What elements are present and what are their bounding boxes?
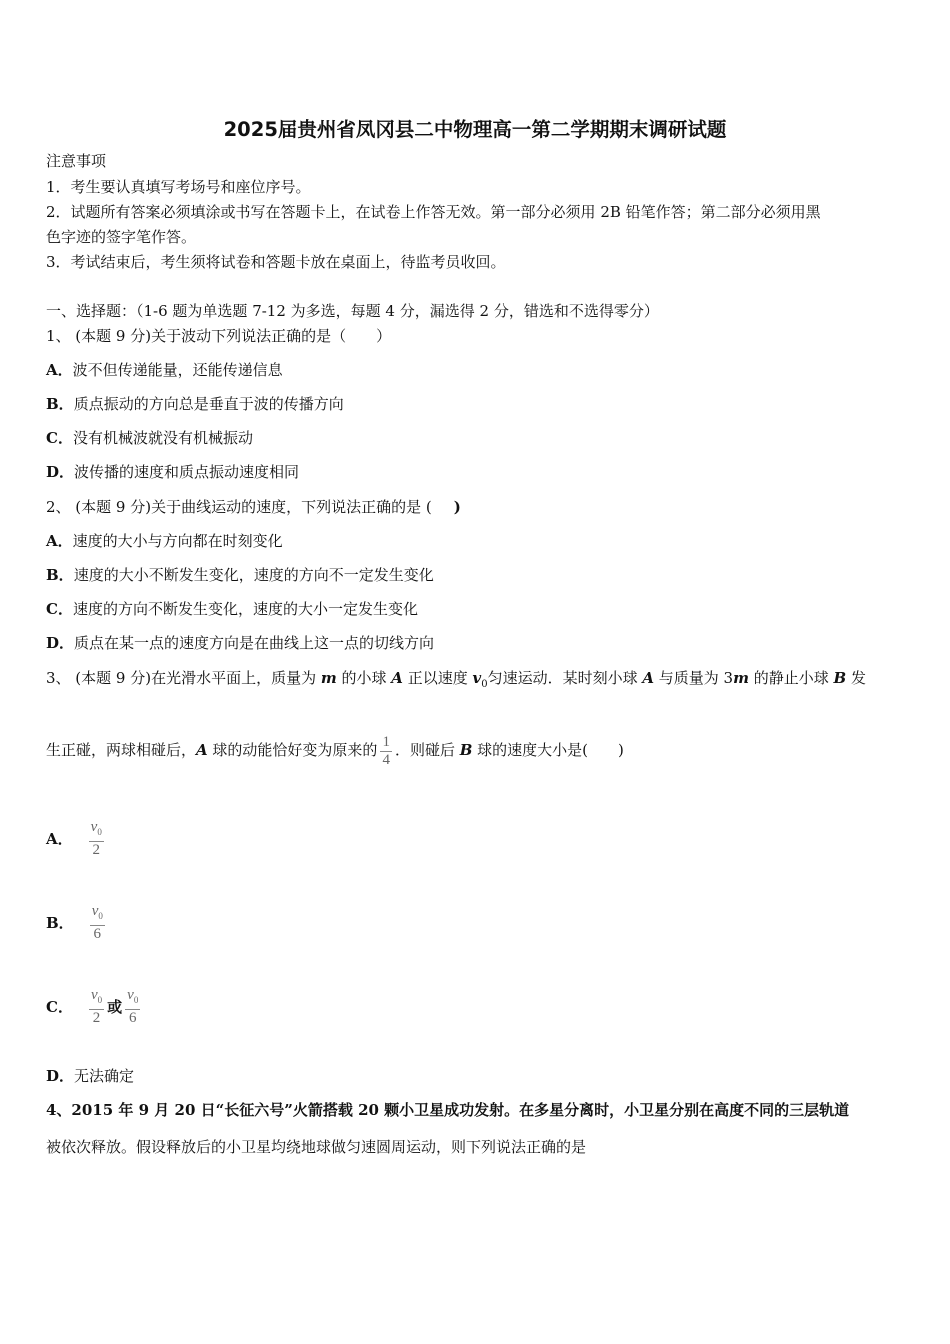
option-text: 无法确定 bbox=[74, 1067, 135, 1085]
var-v-sub: 0 bbox=[98, 911, 103, 921]
q3-text: 的小球 bbox=[336, 669, 392, 687]
option-label: A． bbox=[46, 361, 73, 379]
var-A: A bbox=[642, 669, 654, 687]
var-v-sub: 0 bbox=[133, 995, 139, 1005]
option-label: C． bbox=[46, 600, 73, 618]
question-3-stem-line1 bbox=[46, 668, 866, 695]
question-3-stem-line2 bbox=[46, 730, 624, 770]
var-B: B bbox=[833, 669, 847, 687]
var-A: A bbox=[391, 669, 403, 687]
var-m: m bbox=[733, 669, 749, 687]
fraction-v0-over-6 bbox=[90, 903, 105, 943]
option-label: B． bbox=[46, 566, 74, 584]
q2-option-d bbox=[46, 633, 434, 653]
q3-option-b bbox=[46, 902, 105, 943]
q3-option-c bbox=[46, 986, 140, 1027]
q3-option-d bbox=[46, 1066, 134, 1086]
notice-item-1: 1．考生要认真填写考场号和座位序号。 bbox=[46, 178, 311, 196]
option-label: A． bbox=[46, 532, 73, 550]
var-A: A bbox=[196, 741, 208, 759]
option-label: D． bbox=[46, 634, 75, 652]
fraction-denominator: 2 bbox=[92, 842, 100, 858]
q1-option-c bbox=[46, 428, 253, 448]
var-B: B bbox=[459, 741, 473, 759]
q2-option-c bbox=[46, 599, 418, 619]
notice-item-2-cont: 色字迹的签字笔作答。 bbox=[46, 228, 197, 246]
var-v: v bbox=[90, 987, 98, 1003]
q2-option-a bbox=[46, 531, 283, 551]
q1-option-b bbox=[46, 394, 344, 414]
notice-item-2: 2．试题所有答案必须填涂或书写在答题卡上，在试卷上作答无效。第一部分必须用 2B 铅笔作答；第二部分必须用黑 bbox=[46, 203, 821, 221]
fraction-numerator bbox=[90, 903, 105, 926]
section-heading: 一、选择题：（1-6 题为单选题 7-12 为多选，每题 4 分，漏选得 2 分，错选和不选得零分） bbox=[46, 302, 659, 320]
fraction-denominator: 6 bbox=[93, 926, 102, 942]
question-4-stem-line2: 被依次释放。假设释放后的小卫星均绕地球做匀速圆周运动，则下列说法正确的是 bbox=[46, 1138, 587, 1156]
exam-title: 2025届贵州省凤冈县二中物理高一第二学期期末调研试题 bbox=[223, 118, 727, 141]
q3-text: 球的动能恰好变为原来的 bbox=[207, 741, 378, 759]
q3-option-a bbox=[46, 818, 104, 859]
q3-text: 3、 (本题 9 分)在光滑水平面上，质量为 bbox=[46, 669, 321, 687]
q3-text: 球的速度大小是( ) bbox=[472, 741, 624, 759]
notice-item-3: 3．考试结束后，考生须将试卷和答题卡放在桌面上，待监考员收回。 bbox=[46, 253, 506, 271]
fraction-one-quarter bbox=[380, 734, 392, 769]
q1-option-d bbox=[46, 462, 299, 482]
notice-heading: 注意事项 bbox=[46, 152, 107, 170]
q2-stem-paren: ) bbox=[453, 498, 461, 516]
fraction-numerator bbox=[89, 819, 104, 842]
option-label: B． bbox=[46, 914, 74, 932]
var-v: v bbox=[91, 903, 99, 919]
q3-text: 发 bbox=[846, 669, 866, 687]
q2-stem-text: 2、 (本题 9 分)关于曲线运动的速度，下列说法正确的是 ( bbox=[46, 498, 432, 516]
q2-option-b bbox=[46, 565, 434, 585]
question-4-stem-line1: 4、2015 年 9 月 20 日“长征六号”火箭搭载 20 颗小卫星成功发射。在多星分离时，小卫星分别在高度不同的三层轨道 bbox=[46, 1101, 850, 1119]
option-text: 速度的方向不断发生变化，速度的大小一定发生变化 bbox=[72, 600, 418, 618]
fraction-numerator: 1 bbox=[382, 733, 390, 750]
option-label: A． bbox=[46, 830, 73, 848]
option-label: C． bbox=[46, 998, 73, 1016]
q1-option-a bbox=[46, 360, 283, 380]
question-1-stem: 1、 (本题 9 分)关于波动下列说法正确的是（ ） bbox=[46, 327, 392, 345]
q3-text: 的静止小球 bbox=[748, 669, 834, 687]
fraction-denominator: 4 bbox=[382, 751, 390, 768]
option-label: C． bbox=[46, 429, 73, 447]
option-or: 或 bbox=[107, 998, 123, 1016]
option-text: 没有机械波就没有机械振动 bbox=[72, 429, 253, 447]
option-text: 质点在某一点的速度方向是在曲线上这一点的切线方向 bbox=[74, 634, 435, 652]
option-label: D． bbox=[46, 1067, 75, 1085]
var-v-sub: 0 bbox=[97, 995, 103, 1005]
fraction-denominator: 6 bbox=[128, 1010, 137, 1026]
fraction-v0-over-2 bbox=[89, 987, 104, 1027]
var-m: m bbox=[320, 669, 337, 687]
fraction-numerator bbox=[89, 987, 104, 1010]
question-2-stem bbox=[46, 497, 461, 517]
option-text: 质点振动的方向总是垂直于波的传播方向 bbox=[73, 395, 344, 413]
option-label: D． bbox=[46, 463, 75, 481]
var-v: v bbox=[90, 819, 98, 835]
fraction-denominator: 2 bbox=[92, 1010, 101, 1026]
option-text: 波传播的速度和质点振动速度相同 bbox=[74, 463, 300, 481]
q3-text: ．则碰后 bbox=[394, 741, 460, 759]
fraction-v0-over-6 bbox=[125, 987, 140, 1027]
option-text: 速度的大小不断发生变化，速度的方向不一定发生变化 bbox=[73, 566, 434, 584]
option-text: 速度的大小与方向都在时刻变化 bbox=[72, 532, 283, 550]
q3-text: 生正碰，两球相碰后， bbox=[46, 741, 197, 759]
fraction-numerator bbox=[125, 987, 140, 1010]
q3-text: 匀速运动．某时刻小球 bbox=[487, 669, 643, 687]
q3-text: 与质量为 3 bbox=[654, 669, 734, 687]
var-v: v bbox=[472, 669, 482, 687]
fraction-v0-over-2 bbox=[89, 819, 104, 859]
q3-text: 正以速度 bbox=[402, 669, 473, 687]
var-v-sub: 0 bbox=[97, 827, 102, 837]
option-text: 波不但传递能量，还能传递信息 bbox=[72, 361, 283, 379]
var-v-sub: 0 bbox=[481, 679, 488, 690]
option-label: B． bbox=[46, 395, 74, 413]
var-v: v bbox=[127, 987, 134, 1003]
